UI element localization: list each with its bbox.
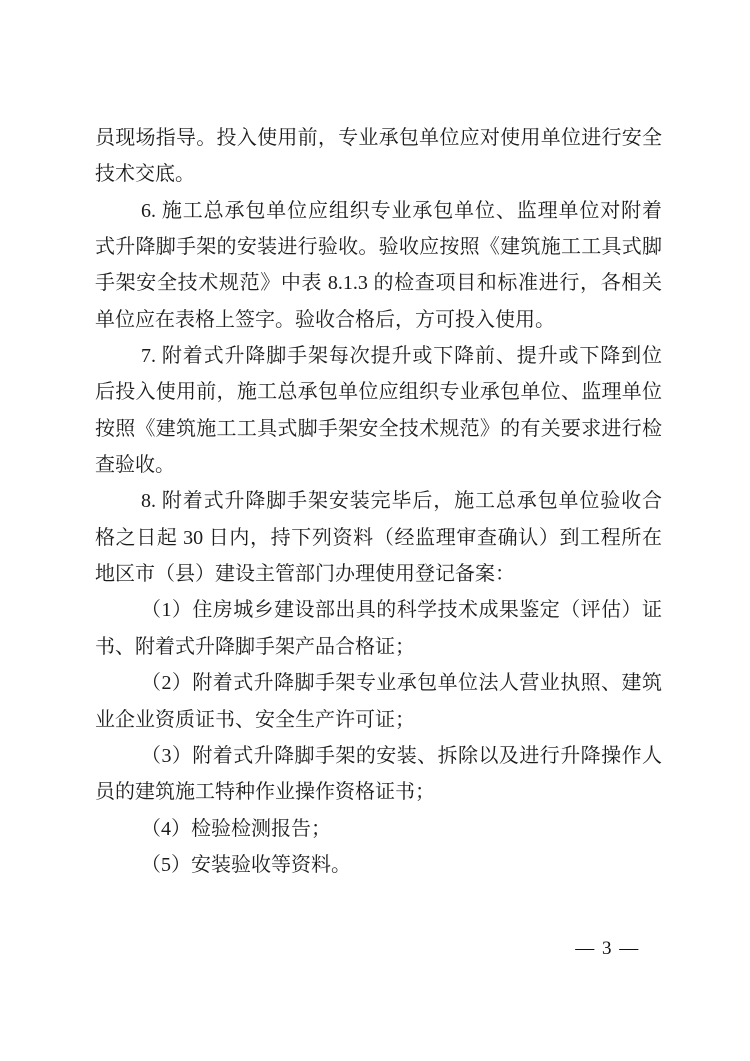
text-line: （3）附着式升降脚手架的安装、拆除以及进行升降操作人 — [141, 744, 662, 767]
text-line: 员的建筑施工特种作业操作资格证书； — [95, 781, 435, 804]
text-line: （4）检验检测报告； — [141, 817, 331, 840]
text-line: 式升降脚手架的安装进行验收。验收应按照《建筑施工工具式脚 — [95, 236, 662, 259]
text-line: 书、附着式升降脚手架产品合格证； — [95, 635, 415, 658]
text-line: （5）安装验收等资料。 — [141, 853, 351, 876]
text-line: 6. 施工总承包单位应组织专业承包单位、监理单位对附着 — [141, 199, 662, 222]
text-line: 格之日起 30 日内，持下列资料（经监理审查确认）到工程所在 — [95, 526, 662, 549]
text-line: 查验收。 — [95, 454, 175, 477]
text-line: 后投入使用前，施工总承包单位应组织专业承包单位、监理单位 — [95, 381, 662, 404]
text-line: （1）住房城乡建设部出具的科学技术成果鉴定（评估）证 — [141, 599, 662, 622]
text-line: 地区市（县）建设主管部门办理使用登记备案： — [95, 563, 515, 586]
text-line: 技术交底。 — [95, 163, 195, 186]
text-line: （2）附着式升降脚手架专业承包单位法人营业执照、建筑 — [141, 672, 662, 695]
text-line: 业企业资质证书、安全生产许可证； — [95, 708, 415, 731]
text-line: 7. 附着式升降脚手架每次提升或下降前、提升或下降到位 — [141, 345, 662, 368]
text-line: 手架安全技术规范》中表 8.1.3 的检查项目和标准进行，各相关 — [95, 272, 662, 295]
document-page — [95, 120, 662, 883]
text-line: 按照《建筑施工工具式脚手架安全技术规范》的有关要求进行检 — [95, 417, 662, 440]
text-line: 员现场指导。投入使用前，专业承包单位应对使用单位进行安全 — [95, 127, 662, 149]
page-number: — 3 — — [575, 938, 640, 959]
text-line: 8. 附着式升降脚手架安装完毕后，施工总承包单位验收合 — [141, 490, 662, 513]
text-line: 单位应在表格上签字。验收合格后，方可投入使用。 — [95, 308, 555, 331]
